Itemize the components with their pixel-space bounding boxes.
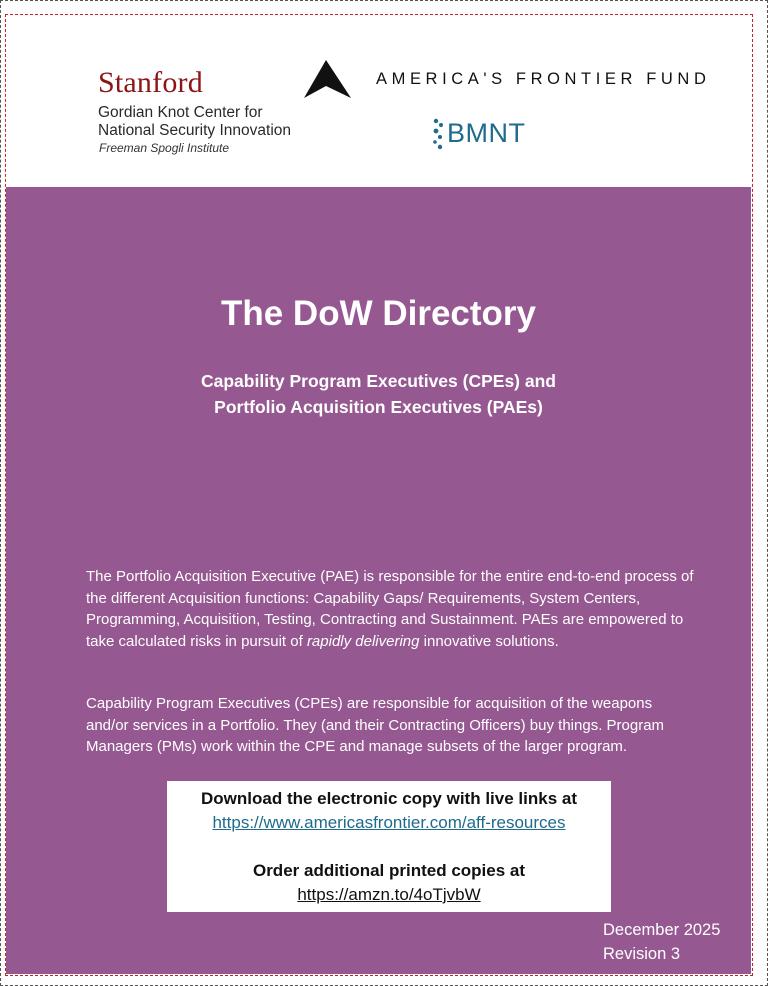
download-link[interactable]: https://www.americasfrontier.com/aff-resources: [212, 813, 566, 832]
cpe-description: Capability Program Executives (CPEs) are responsible for acquisition of the weapons and/or services in a Portfolio. They (and their Contracting Officers) buy things. Program Managers (PMs) work within the CPE and manage subsets of the larger program.: [86, 695, 665, 755]
logo-header: [6, 15, 751, 187]
page-title: The DoW Directory: [220, 294, 537, 333]
pae-emphasis: rapidly delivering: [306, 632, 420, 650]
bmnt-logo-text: BMNT: [447, 118, 526, 148]
aff-logo-text: AMERICA'S FRONTIER FUND: [376, 70, 711, 88]
stanford-center-line2: National Security Innovation: [98, 122, 292, 139]
stanford-center-line1: Gordian Knot Center for: [98, 104, 263, 121]
resources-callout: [167, 781, 611, 912]
order-link[interactable]: https://amzn.to/4oTjvbW: [297, 885, 481, 904]
stanford-institute: Freeman Spogli Institute: [99, 141, 230, 155]
aff-arrow-logo-icon: [301, 60, 351, 100]
pae-text-before: The Portfolio Acquisition Executive (PAE) is responsible for the entire end-to-end process of the different Acquisition functions: Capability Gaps/ Requirements, System Centers, Programming, Acquisition, Testing, Contracting and Sustainment. PAEs are empowered to take calculated risks in pursuit of: [86, 568, 694, 650]
subtitle-line1: Capability Program Executives (CPEs) and: [201, 371, 556, 391]
publication-date: December 2025: [603, 921, 721, 939]
stanford-wordmark: Stanford: [98, 66, 203, 99]
order-label: Order additional printed copies at: [252, 861, 526, 880]
download-label: Download the electronic copy with live links at: [201, 789, 577, 808]
subtitle-line2: Portfolio Acquisition Executives (PAEs): [214, 397, 543, 417]
revision-label: Revision 3: [603, 945, 681, 963]
pae-description: [86, 566, 698, 652]
pae-text-after: innovative solutions.: [419, 632, 559, 650]
